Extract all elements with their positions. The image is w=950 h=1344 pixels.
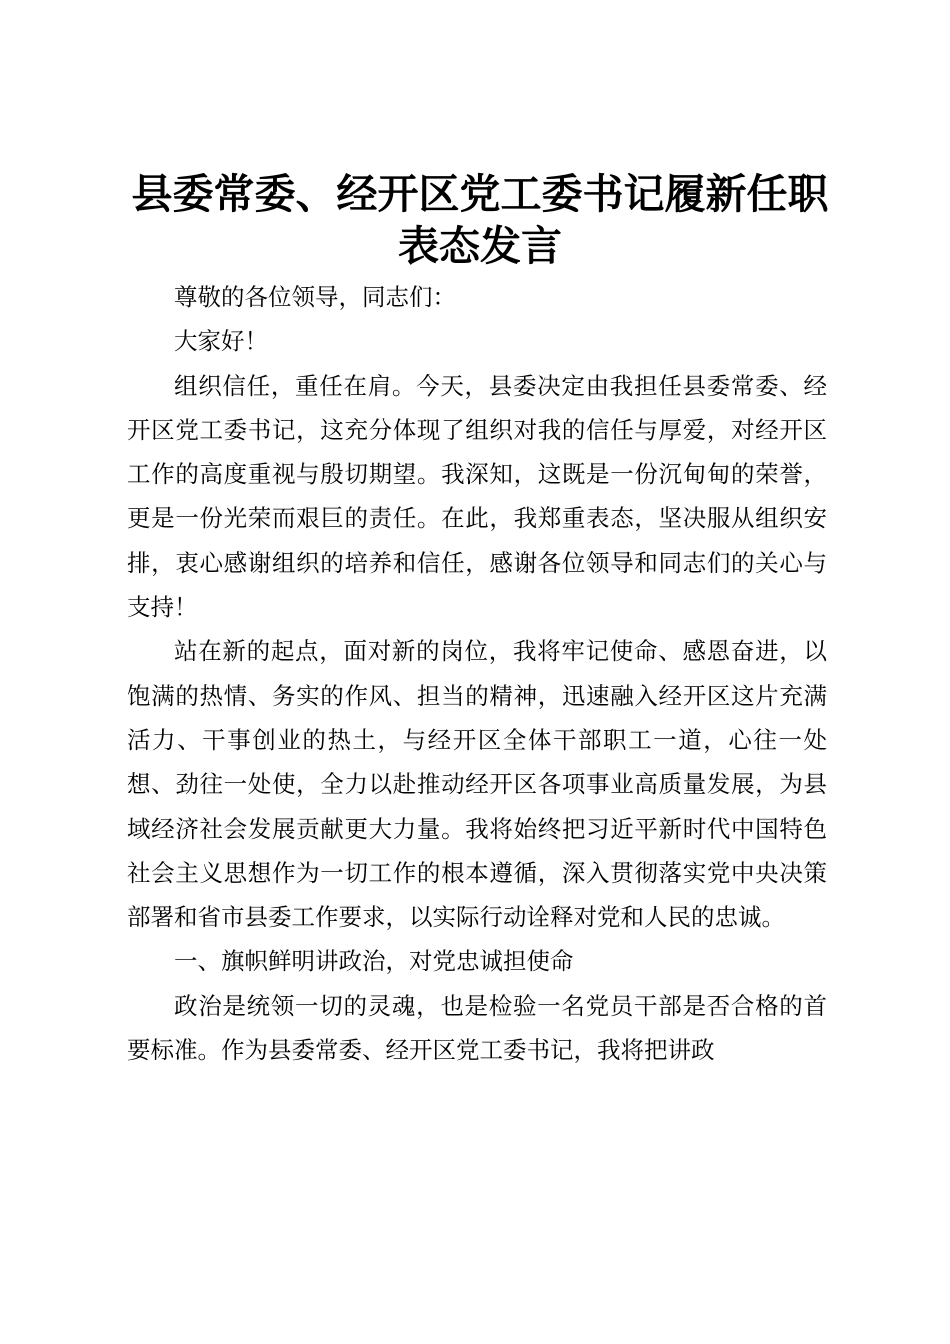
greeting: 大家好！ xyxy=(174,327,268,356)
body-paragraph: 政治是统领一切的灵魂，也是检验一名党员干部是否合格的首要标准。作为县委常委、经开区党工委书记，我将把讲政 xyxy=(127,991,827,1065)
document-body xyxy=(127,275,827,1072)
document-title-line-2: 表态发言 xyxy=(398,222,562,270)
salutation: 尊敬的各位领导，同志们： xyxy=(174,283,456,311)
body-paragraph: 站在新的起点，面对新的岗位，我将牢记使命、感恩奋进，以饱满的热情、务实的作风、担当的精神，迅速融入经开区这片充满活力、干事创业的热土，与经开区全体干部职工一道，心往一处想、劲往一处使，全力以赴推动经开区各项事业高质量发展，为县域经济社会发展贡献更大力量。我将始终把习近平新时代中国特色社会主义思想作为一切工作的根本遵循，深入贯彻落实党中央决策部署和省市县委工作要求，以实际行动诠释对党和人民的忠诚。 xyxy=(127,637,827,932)
section-heading: 一、旗帜鲜明讲政治，对党忠诚担使命 xyxy=(174,947,574,976)
document-title-line-1: 县委常委、经开区党工委书记履新任职 xyxy=(131,170,829,218)
body-paragraph: 组织信任，重任在肩。今天，县委决定由我担任县委常委、经开区党工委书记，这充分体现了组织对我的信任与厚爱，对经开区工作的高度重视与殷切期望。我深知，这既是一份沉甸甸的荣誉，更是一份光荣而艰巨的责任。在此，我郑重表态，坚决服从组织安排，衷心感谢组织的培养和信任，感谢各位领导和同志们的关心与支持！ xyxy=(127,371,827,622)
